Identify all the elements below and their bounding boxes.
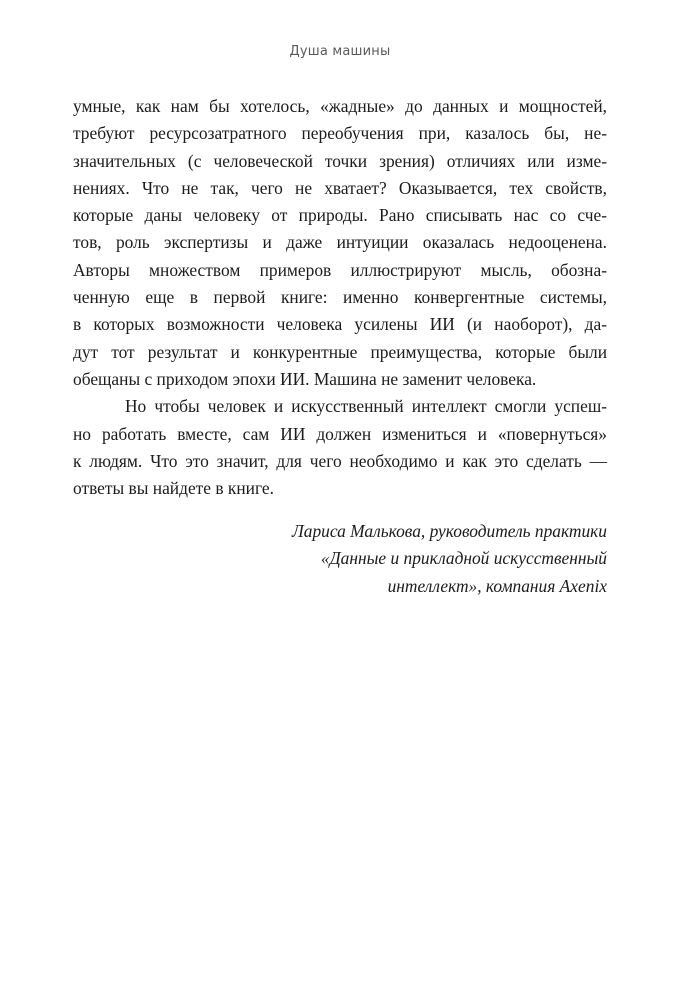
running-header-title: Душа машины	[289, 44, 391, 59]
text-line: ответы вы найдете в книге.	[73, 478, 274, 499]
text-line: но работать вместе, сам ИИ должен измениться и «повернуться»	[73, 423, 607, 444]
text-line: которые даны человеку от природы. Рано списывать нас со сче-	[73, 205, 607, 226]
text-line: нениях. Что не так, чего не хватает? Оказывается, тех свойств,	[73, 177, 607, 198]
text-line: в которых возможности человека усилены ИИ (и наоборот), да-	[73, 314, 607, 335]
text-line: обещаны с приходом эпохи ИИ. Машина не заменит человека.	[73, 368, 537, 389]
signature-line: Лариса Малькова, руководитель практики	[292, 521, 607, 541]
text-line: умные, как нам бы хотелось, «жадные» до данных и мощностей,	[73, 96, 607, 116]
text-line: значительных (с человеческой точки зрения) отличиях или изме-	[73, 150, 607, 171]
text-line: тов, роль экспертизы и даже интуиции оказалась недооценена.	[73, 232, 607, 253]
signature-line: «Данные и прикладной искусственный	[320, 548, 607, 569]
body-text	[73, 93, 607, 502]
text-line: ченную еще в первой книге: именно конвергентные системы,	[73, 287, 607, 308]
author-signature	[73, 518, 607, 600]
text-line: к людям. Что это значит, для чего необходимо и как это сделать —	[73, 450, 607, 471]
signature-line: интеллект», компания Axenix	[387, 575, 607, 596]
text-line: требуют ресурсозатратного переобучения при, казалось бы, не-	[73, 123, 607, 144]
text-line: дут тот результат и конкурентные преимущества, которые были	[73, 341, 607, 362]
text-line: Авторы множеством примеров иллюстрируют мысль, обозна-	[73, 259, 607, 280]
paragraph-first-line: Но чтобы человек и искусственный интеллект смогли успеш-	[125, 396, 607, 417]
